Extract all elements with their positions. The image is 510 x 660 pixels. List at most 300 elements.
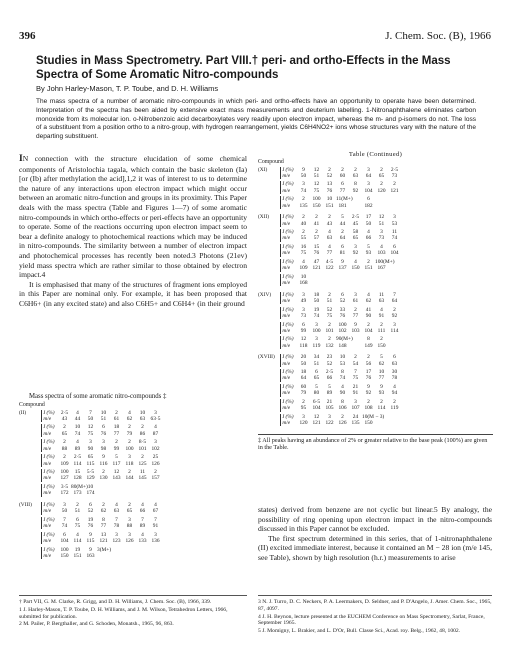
compound-label <box>19 461 41 467</box>
mass-cell: 182 <box>364 202 373 209</box>
intensity-cell: 3 <box>154 409 157 416</box>
mass-cell: 66 <box>326 375 333 382</box>
intensity-label: I (%) <box>280 259 297 265</box>
intensity-cell: 2 <box>115 409 118 416</box>
mass-cell: 49 <box>300 298 307 305</box>
intensity-cell: 6 <box>102 424 105 431</box>
intensity-cell: 5 <box>341 214 344 221</box>
mass-cell: 74 <box>313 312 320 319</box>
mass-cell: 106 <box>338 405 347 412</box>
intensity-cell: 4 <box>367 229 370 236</box>
intensity-cell: 4 <box>354 258 357 265</box>
mass-cell: 95 <box>300 405 307 412</box>
intensity-cell: 2 <box>302 229 305 236</box>
article-title: Studies in Mass Spectrometry. Part VIII.† peri- and ortho-Effects in the Mass Spectra of Some Aromatic Nitro-compounds <box>36 55 451 81</box>
intensity-label: I (%) <box>41 532 58 538</box>
mass-cell <box>388 203 401 209</box>
intensity-cell: 2 <box>328 321 331 328</box>
mass-label: m/e <box>41 523 58 529</box>
mass-cell: 67 <box>152 508 159 515</box>
mass-cell: 129 <box>86 475 95 482</box>
intensity-cell: 12 <box>300 336 307 343</box>
table-row-pair <box>258 181 493 194</box>
table-row-pair <box>258 307 493 320</box>
mass-cell: 104 <box>312 405 321 412</box>
intensity-cell: 2 <box>76 501 79 508</box>
mass-cell: 64 <box>300 375 307 382</box>
mass-cell: 53 <box>391 220 398 227</box>
mass-cell: 121 <box>390 187 399 194</box>
mass-cell: 61 <box>352 298 359 305</box>
intensity-cell: 4 <box>115 501 118 508</box>
mass-cell <box>375 280 388 286</box>
mass-cell: 89 <box>326 390 333 397</box>
footnote: 5 J. Momigny, L. Brakier, and L. D'Or, Bull. Classe Sci., Acad. roy. Belg., 1962, 48, 1002. <box>258 628 461 635</box>
mass-label: m/e <box>280 361 297 367</box>
intensity-cell: 2 <box>302 196 305 203</box>
intensity-cell: 2 <box>302 398 305 405</box>
intensity-cell: 3 <box>315 321 318 328</box>
mass-cell: 125 <box>138 460 147 467</box>
intensity-cell: 25 <box>152 454 159 461</box>
mass-cell: 63 <box>352 172 359 179</box>
mass-cell: 163 <box>86 552 95 559</box>
mass-cell: 174 <box>86 490 95 497</box>
mass-row <box>258 375 493 381</box>
mass-cell <box>323 280 336 286</box>
intensity-cell: 2 <box>341 413 344 420</box>
mass-row <box>258 235 493 241</box>
body-paragraph-3: states) derived from benzene are not cyclic but linear.5 By analogy, the possibility of ring opening upon electron impact in the nitro-compounds discussed in this Paper cannot be excluded. <box>258 505 492 534</box>
mass-cell: 51 <box>326 298 333 305</box>
mass-cell: 92 <box>391 312 398 319</box>
intensity-cell: 6 <box>367 196 370 203</box>
intensity-cell: 11(M+) <box>336 196 353 203</box>
mass-cell: 122 <box>325 420 334 427</box>
intensity-cell: 4 <box>141 531 144 538</box>
intensity-cell: 52 <box>326 306 333 313</box>
intensity-label: I (%) <box>280 322 297 328</box>
mass-label: m/e <box>41 538 58 544</box>
mass-label: m/e <box>280 328 297 334</box>
intensity-cell: 11 <box>139 469 146 476</box>
intensity-cell: 8 <box>367 336 370 343</box>
mass-cell: 117 <box>112 460 121 467</box>
intensity-cell: 6 <box>76 516 79 523</box>
intensity-cell: 17 <box>365 369 372 376</box>
intensity-cell: 6 <box>341 181 344 188</box>
intensity-cell: 6 <box>89 501 92 508</box>
mass-cell <box>136 490 149 496</box>
intensity-label: I (%) <box>280 181 297 187</box>
mass-cell: 99 <box>113 445 120 452</box>
intensity-cell: 34 <box>313 354 320 361</box>
mass-cell: 94 <box>391 390 398 397</box>
intensity-cell: 2 <box>63 424 66 431</box>
mass-cell: 92 <box>365 390 372 397</box>
mass-cell: 103 <box>351 327 360 334</box>
mass-label: m/e <box>41 490 58 496</box>
intensity-cell: 2 <box>102 469 105 476</box>
intensity-cell: 9 <box>380 384 383 391</box>
intensity-cell: 20 <box>300 354 307 361</box>
mass-cell: 76 <box>339 312 346 319</box>
mass-label: m/e <box>280 375 297 381</box>
intensity-cell: 7 <box>63 516 66 523</box>
intensity-label: I (%) <box>280 229 297 235</box>
mass-cell: 104 <box>364 187 373 194</box>
intensity-cell: 18 <box>300 369 307 376</box>
compound-label <box>258 203 280 209</box>
mass-cell: 115 <box>86 538 95 545</box>
mass-row <box>19 490 247 496</box>
intensity-cell: 3 <box>128 454 131 461</box>
intensity-cell: 24 <box>352 413 359 420</box>
mass-row <box>258 265 493 271</box>
mass-cell: 150 <box>377 342 386 349</box>
mass-cell: 145 <box>138 475 147 482</box>
mass-cell: 144 <box>125 475 134 482</box>
mass-label: m/e <box>41 416 58 422</box>
mass-cell: 51 <box>313 360 320 367</box>
intensity-cell: 10 <box>100 409 107 416</box>
table-groups <box>258 167 493 432</box>
intensity-cell: 15 <box>74 469 81 476</box>
mass-cell <box>97 553 110 559</box>
mass-cell: 102 <box>151 445 160 452</box>
mass-spectra-table-right <box>258 152 493 452</box>
compound-label <box>19 508 41 514</box>
mass-cell: 173 <box>73 490 82 497</box>
intensity-cell: 100(M+) <box>375 258 395 265</box>
mass-cell: 53 <box>339 360 346 367</box>
mass-cell: 79 <box>126 430 133 437</box>
table-row-pair <box>258 167 493 180</box>
intensity-cell: 10 <box>87 484 94 491</box>
intensity-cell: 3 <box>302 306 305 313</box>
intensity-cell: 12 <box>378 214 385 221</box>
table-row-pair <box>258 274 493 287</box>
mass-cell: 119 <box>312 342 321 349</box>
mass-cell: 66 <box>365 235 372 242</box>
mass-cell: 44 <box>339 220 346 227</box>
compound-label <box>19 431 41 437</box>
mass-cell: 80 <box>313 390 320 397</box>
mass-cell: 121 <box>312 265 321 272</box>
intensity-cell: 10 <box>139 409 146 416</box>
mass-label: m/e <box>280 343 297 349</box>
compound-label <box>258 313 280 319</box>
intensity-cell: 4 <box>76 439 79 446</box>
mass-row <box>258 203 493 209</box>
intensity-cell: 3 <box>154 531 157 538</box>
intensity-cell: 2 <box>367 258 370 265</box>
journal-header: J. Chem. Soc. (B), 1966 <box>385 30 491 42</box>
intensity-label: I (%) <box>41 469 58 475</box>
footnotes-right <box>258 595 492 636</box>
intensity-cell: 9 <box>89 546 92 553</box>
intensity-cell: 6 <box>63 531 66 538</box>
mass-cell: 101 <box>325 327 334 334</box>
intensity-cell: 2 <box>393 181 396 188</box>
intensity-cell: 9 <box>89 531 92 538</box>
mass-cell: 90 <box>365 312 372 319</box>
mass-label: m/e <box>41 446 58 452</box>
mass-cell: 104 <box>364 327 373 334</box>
mass-cell <box>123 490 136 496</box>
mass-cell: 98 <box>100 445 107 452</box>
intensity-cell: 9 <box>354 321 357 328</box>
intensity-cell: 3 <box>393 214 396 221</box>
mass-cell: 118 <box>299 342 308 349</box>
intensity-cell: 3 <box>393 321 396 328</box>
mass-label: m/e <box>280 298 297 304</box>
mass-label: m/e <box>280 173 297 179</box>
mass-row <box>19 416 247 422</box>
intensity-cell: 10 <box>300 273 307 280</box>
mass-cell: 63 <box>113 508 120 515</box>
mass-cell <box>388 265 401 271</box>
compound-label <box>19 446 41 452</box>
mass-cell: 114 <box>73 460 82 467</box>
mass-cell: 181 <box>338 202 347 209</box>
mass-cell <box>97 490 110 496</box>
intensity-label: I (%) <box>280 307 297 313</box>
table-row-pair <box>19 469 247 482</box>
intensity-cell: 2 <box>341 229 344 236</box>
mass-row <box>19 508 247 514</box>
mass-cell: 126 <box>338 420 347 427</box>
intensity-cell: 13 <box>100 531 107 538</box>
compound-label <box>258 265 280 271</box>
intensity-cell: 41 <box>365 306 372 313</box>
body-paragraph-1 <box>19 154 247 280</box>
intensity-cell: 16 <box>300 244 307 251</box>
intensity-cell: 100 <box>338 321 347 328</box>
intensity-cell: 10 <box>378 369 385 376</box>
intensity-cell: 4 <box>328 244 331 251</box>
mass-cell: 135 <box>299 202 308 209</box>
mass-cell: 66 <box>139 508 146 515</box>
compound-label <box>258 420 280 426</box>
mass-cell: 43 <box>326 220 333 227</box>
intensity-cell: 10 <box>74 424 81 431</box>
compound-label: (VIII) <box>19 501 32 508</box>
mass-label: m/e <box>41 475 58 481</box>
intensity-cell: 3 <box>302 291 305 298</box>
intensity-cell: 4 <box>328 229 331 236</box>
mass-cell <box>388 420 401 426</box>
intensity-cell: 100 <box>312 196 321 203</box>
mass-row <box>258 280 493 286</box>
mass-label: m/e <box>280 405 297 411</box>
intensity-cell: 8 <box>102 516 105 523</box>
mass-label: m/e <box>280 250 297 256</box>
intensity-cell: 2 <box>128 469 131 476</box>
intensity-cell: 2 <box>328 214 331 221</box>
mass-cell: 120 <box>299 420 308 427</box>
mass-cell: 114 <box>377 405 386 412</box>
mass-row <box>258 343 493 349</box>
intensity-cell: 2 <box>380 321 383 328</box>
intensity-cell: 18 <box>113 424 120 431</box>
intensity-label: I (%) <box>280 336 297 342</box>
intensity-cell: 9 <box>302 166 305 173</box>
mass-cell: 77 <box>378 375 385 382</box>
intensity-cell: 18 <box>313 291 320 298</box>
body-paragraph-1-text: N connection with the structure elucidation of some chemical components of Aristolochia tagala, which contain the basic skeleton (Ia) [or (Ib) after methylation the acid],1,2 it was of interest to us to determine the nature of any interactions upon electron impact which might occur between an aromatic nitro-function and groups in its proximity. This Paper deals with the mass spectra (Table and Figures 1—7) of some aromatic nitro-compounds in which ortho-effects or peri-effects have an opportunity to operate. Some of the reactions occurring upon electron impact seem to bear a definite analogy to photochemical reactions which may be induced in nitro-compounds. The similarity between a number of electron impact and photochemical processes has recently been noted.3 Photons (21ev) yield mass spectra which are rather similar to those obtained by electron impact.4 <box>19 154 247 280</box>
mass-cell: 114 <box>73 538 82 545</box>
intensity-cell: 8·5 <box>138 439 147 446</box>
intensity-cell: 12 <box>313 181 320 188</box>
mass-cell <box>149 553 162 559</box>
mass-cell: 74 <box>74 430 81 437</box>
intensity-cell: 4 <box>76 531 79 538</box>
intensity-cell: 5 <box>328 384 331 391</box>
intensity-cell: 12 <box>113 469 120 476</box>
mass-cell: 167 <box>377 265 386 272</box>
mass-cell: 50 <box>365 220 372 227</box>
compound-label <box>258 328 280 334</box>
mass-cell: 56 <box>365 360 372 367</box>
mass-cell: 105 <box>325 405 334 412</box>
intensity-label: I (%) <box>41 454 58 460</box>
mass-row <box>258 361 493 367</box>
intensity-cell: 2 <box>367 354 370 361</box>
intensity-cell: 2 <box>328 336 331 343</box>
mass-label: m/e <box>280 235 297 241</box>
intensity-cell: 2 <box>328 291 331 298</box>
mass-cell <box>375 203 388 209</box>
intensity-cell: 6 <box>341 291 344 298</box>
intensity-cell: 100 <box>60 546 69 553</box>
intensity-cell: 60 <box>300 384 307 391</box>
intensity-cell: 7 <box>89 409 92 416</box>
mass-cell: 88 <box>126 523 133 530</box>
mass-cell: 87 <box>152 430 159 437</box>
intensity-cell: 4 <box>141 501 144 508</box>
mass-cell: 62 <box>365 298 372 305</box>
compound-label <box>19 475 41 481</box>
mass-cell: 88 <box>61 445 68 452</box>
mass-cell: 51 <box>313 172 320 179</box>
table-footnote: ‡ All peaks having an abundance of 2% or greater relative to the base peak (100%) are given in the Table. <box>258 434 493 452</box>
intensity-cell: 23 <box>326 354 333 361</box>
mass-cell: 115 <box>86 460 95 467</box>
intensity-cell: 3 <box>354 244 357 251</box>
mass-cell: 79 <box>300 390 307 397</box>
intensity-cell: 2 <box>354 306 357 313</box>
mass-label: m/e <box>280 221 297 227</box>
mass-row <box>19 431 247 437</box>
compound-label <box>258 280 280 286</box>
mass-cell: 50 <box>313 298 320 305</box>
mass-cell: 150 <box>351 265 360 272</box>
intensity-cell: 2·5 <box>325 369 334 376</box>
mass-cell: 132 <box>325 342 334 349</box>
intensity-cell: 4 <box>380 244 383 251</box>
mass-cell: 121 <box>99 538 108 545</box>
body-left-column <box>19 154 247 309</box>
mass-cell: 51 <box>378 220 385 227</box>
intensity-cell: 10(M − 3) <box>362 413 385 420</box>
intensity-label: I (%) <box>280 384 297 390</box>
mass-cell: 55 <box>300 235 307 242</box>
intensity-label: I (%) <box>280 274 297 280</box>
intensity-cell: 2 <box>315 214 318 221</box>
mass-cell: 63 <box>378 298 385 305</box>
mass-row <box>258 298 493 304</box>
mass-cell: 151 <box>325 202 334 209</box>
mass-cell: 137 <box>338 265 347 272</box>
intensity-cell: 2 <box>63 454 66 461</box>
mass-row <box>258 405 493 411</box>
mass-cell: 93 <box>378 390 385 397</box>
mass-cell: 73 <box>378 235 385 242</box>
compound-label <box>19 490 41 496</box>
mass-cell: 65 <box>313 375 320 382</box>
mass-cell: 51 <box>100 415 107 422</box>
mass-cell: 65 <box>61 430 68 437</box>
intensity-cell: 5 <box>115 454 118 461</box>
intensity-cell: 3 <box>367 166 370 173</box>
table-row-pair <box>19 410 247 423</box>
mass-cell: 76 <box>326 187 333 194</box>
mass-cell: 78 <box>113 523 120 530</box>
compound-label <box>258 250 280 256</box>
mass-cell: 120 <box>377 187 386 194</box>
group-spacer <box>258 429 493 432</box>
mass-cell: 73 <box>391 172 398 179</box>
body-right-column <box>258 505 492 563</box>
intensity-cell: 2·5 <box>73 454 82 461</box>
mass-cell <box>375 420 388 426</box>
intensity-label: I (%) <box>280 167 297 173</box>
mass-row <box>258 250 493 256</box>
table-row-pair <box>258 244 493 257</box>
mass-cell: 76 <box>100 430 107 437</box>
intensity-label: I (%) <box>280 399 297 405</box>
intensity-cell: 6 <box>341 244 344 251</box>
intensity-cell: 4 <box>76 409 79 416</box>
intensity-cell: 7 <box>354 369 357 376</box>
mass-row <box>19 553 247 559</box>
intensity-cell: 100 <box>60 469 69 476</box>
mass-cell: 81 <box>339 250 346 257</box>
table-row-pair <box>258 214 493 227</box>
compound-label: (XIV) <box>258 291 272 298</box>
mass-cell: 100 <box>312 327 321 334</box>
intensity-cell: 4 <box>393 384 396 391</box>
mass-cell: 92 <box>352 250 359 257</box>
mass-cell: 107 <box>351 405 360 412</box>
mass-label: m/e <box>280 265 297 271</box>
mass-cell: 121 <box>312 420 321 427</box>
mass-cell: 118 <box>125 460 134 467</box>
mass-spectra-table-left <box>19 394 247 565</box>
mass-cell: 52 <box>339 298 346 305</box>
mass-cell: 52 <box>326 172 333 179</box>
compound-label <box>258 375 280 381</box>
table-row-pair <box>258 414 493 427</box>
mass-cell: 99 <box>300 327 307 334</box>
mass-cell: 91 <box>152 523 159 530</box>
intensity-label: I (%) <box>41 424 58 430</box>
intensity-cell: 19 <box>74 546 81 553</box>
intensity-cell: 7 <box>115 516 118 523</box>
intensity-cell: 2 <box>354 354 357 361</box>
mass-cell: 77 <box>113 430 120 437</box>
